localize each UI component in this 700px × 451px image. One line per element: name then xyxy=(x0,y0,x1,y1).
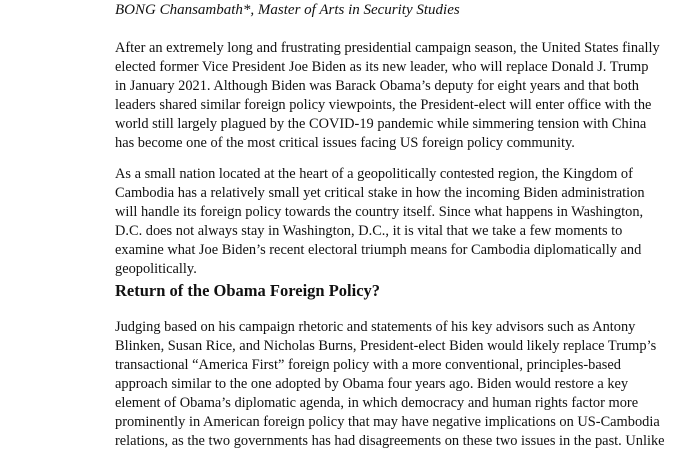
text-line: approach similar to the one adopted by Obama four years ago. Biden would restore a key xyxy=(115,376,629,392)
text-line: world still largely plagued by the COVID-19 pandemic while simmering tension with China xyxy=(115,116,647,132)
text-line: element of Obama’s diplomatic agenda, in which democracy and human rights factor more xyxy=(115,395,639,411)
text-line: Judging based on his campaign rhetoric and statements of his key advisors such as Antony xyxy=(115,319,636,335)
text-line: examine what Joe Biden’s recent electoral triumph means for Cambodia diplomatically and xyxy=(115,242,642,258)
text-line: leaders shared similar foreign policy viewpoints, the President-elect will enter office with the xyxy=(115,97,652,113)
text-line: Blinken, Susan Rice, and Nicholas Burns, President-elect Biden would likely replace Trump’s xyxy=(115,338,657,354)
text-line: transactional “America First” foreign policy with a more conventional, principles-based xyxy=(115,357,621,373)
text-line: has become one of the most critical issues facing US foreign policy community. xyxy=(115,135,575,151)
text-line: As a small nation located at the heart of a geopolitically contested region, the Kingdom of xyxy=(115,166,633,182)
text-line: After an extremely long and frustrating presidential campaign season, the United States finally xyxy=(115,40,660,56)
section-heading: Return of the Obama Foreign Policy? xyxy=(115,281,381,300)
text-line: geopolitically. xyxy=(115,261,197,277)
text-line: will handle its foreign policy towards the country itself. Since what happens in Washington, xyxy=(115,204,644,220)
author-byline: BONG Chansambath*, Master of Arts in Security Studies xyxy=(115,2,460,18)
text-line: relations, as the two governments has had disagreements on these two issues in the past. Unlike xyxy=(115,433,665,449)
text-line: D.C. does not always stay in Washington, D.C., it is vital that we take a few moments to xyxy=(115,223,623,239)
text-line: Cambodia has a relatively small yet critical stake in how the incoming Biden administration xyxy=(115,185,645,201)
text-line: prominently in American foreign policy that may have negative implications on US-Cambodia xyxy=(115,414,660,430)
text-line: in January 2021. Although Biden was Barack Obama’s deputy for eight years and that both xyxy=(115,78,639,94)
text-line: elected former Vice President Joe Biden as its new leader, who will replace Donald J. Trump xyxy=(115,59,649,75)
